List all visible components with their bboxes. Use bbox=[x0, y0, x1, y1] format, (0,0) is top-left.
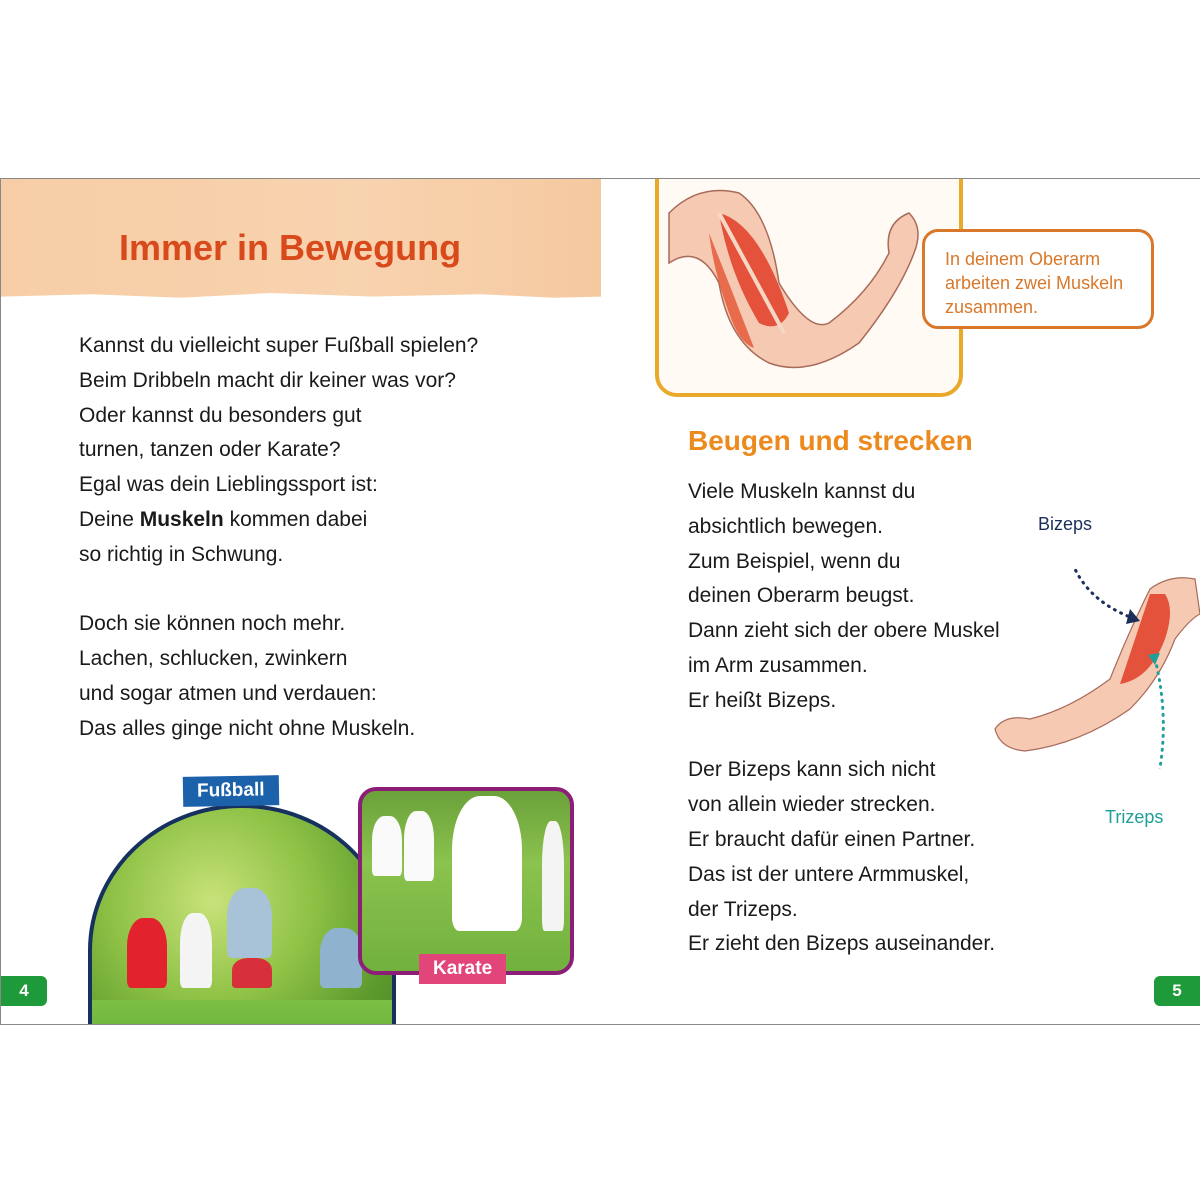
text-line: Oder kannst du besonders gut bbox=[79, 403, 362, 427]
right-body-text bbox=[688, 475, 1000, 962]
text-line: so richtig in Schwung. bbox=[79, 542, 284, 566]
page-title: Immer in Bewegung bbox=[119, 227, 462, 268]
bizeps-label: Bizeps bbox=[1038, 514, 1093, 534]
text-line: Viele Muskeln kannst du bbox=[688, 480, 916, 503]
text-line: absichtlich bewegen. bbox=[688, 514, 883, 538]
info-callout bbox=[922, 229, 1154, 329]
text-line: Lachen, schlucken, zwinkern bbox=[79, 647, 348, 671]
bold-keyword: Muskeln bbox=[139, 507, 224, 531]
text-line: Er braucht dafür einen Partner. bbox=[688, 827, 976, 851]
fussball-label: Fußball bbox=[183, 775, 279, 807]
fussball-photo bbox=[88, 804, 396, 1025]
karate-photo bbox=[358, 787, 574, 975]
bent-arm-diagram-icon bbox=[990, 569, 1200, 769]
book-spread bbox=[0, 178, 1200, 1025]
page-number-right: 5 bbox=[1154, 976, 1200, 1006]
child-striped-shirt bbox=[227, 888, 272, 958]
text-line: und sogar atmen und verdauen: bbox=[79, 681, 377, 705]
text-line: Egal was dein Lieblingssport ist: bbox=[79, 473, 378, 497]
text-line: der Trizeps. bbox=[688, 897, 798, 921]
child-white-shirt bbox=[180, 913, 212, 988]
flexed-arm-illustration bbox=[655, 178, 963, 397]
left-body-text bbox=[79, 329, 478, 747]
text-line: Dann zieht sich der obere Muskel bbox=[688, 619, 1000, 643]
karate-child-bg bbox=[542, 821, 564, 931]
text-segment: Deine bbox=[79, 507, 140, 531]
grass bbox=[92, 1000, 392, 1025]
text-line: Beim Dribbeln macht dir keiner was vor? bbox=[79, 368, 456, 392]
text-line: im Arm zusammen. bbox=[688, 653, 868, 677]
paragraph-gap bbox=[79, 573, 478, 608]
text-line: turnen, tanzen oder Karate? bbox=[79, 438, 341, 462]
text-line: Doch sie können noch mehr. bbox=[79, 612, 346, 636]
paragraph-gap bbox=[688, 719, 1000, 754]
page-number-left: 4 bbox=[1, 976, 47, 1006]
text-line: deinen Oberarm beugst. bbox=[688, 584, 915, 608]
text-line: Zum Beispiel, wenn du bbox=[688, 549, 901, 573]
callout-line: arbeiten zwei Muskeln bbox=[945, 273, 1124, 293]
karate-child-bg bbox=[372, 816, 402, 876]
text-line: von allein wieder strecken. bbox=[688, 793, 936, 817]
child-red-shirt bbox=[127, 918, 167, 988]
text-line: Das ist der untere Armmuskel, bbox=[688, 862, 970, 886]
section-title: Beugen und strecken bbox=[688, 425, 973, 456]
trizeps-label: Trizeps bbox=[1105, 807, 1164, 827]
callout-line: In deinem Oberarm bbox=[945, 249, 1101, 269]
left-page bbox=[0, 179, 601, 1024]
karate-label: Karate bbox=[419, 954, 506, 984]
text-line: Kannst du vielleicht super Fußball spielen? bbox=[79, 334, 479, 357]
text-segment: kommen dabei bbox=[223, 507, 368, 531]
callout-line: zusammen. bbox=[945, 297, 1039, 317]
karate-child-front bbox=[452, 796, 522, 931]
arm-muscle-icon bbox=[659, 178, 959, 393]
karate-child-bg bbox=[404, 811, 434, 881]
child-blue-shirt bbox=[320, 928, 362, 988]
text-line: Er heißt Bizeps. bbox=[688, 688, 837, 712]
text-line: Er zieht den Bizeps auseinander. bbox=[688, 932, 996, 956]
text-line-bold bbox=[79, 503, 478, 538]
child-red-shorts bbox=[232, 958, 272, 988]
text-line: Der Bizeps kann sich nicht bbox=[688, 758, 936, 782]
text-line: Das alles ginge nicht ohne Muskeln. bbox=[79, 716, 416, 740]
right-page bbox=[600, 179, 1200, 1024]
